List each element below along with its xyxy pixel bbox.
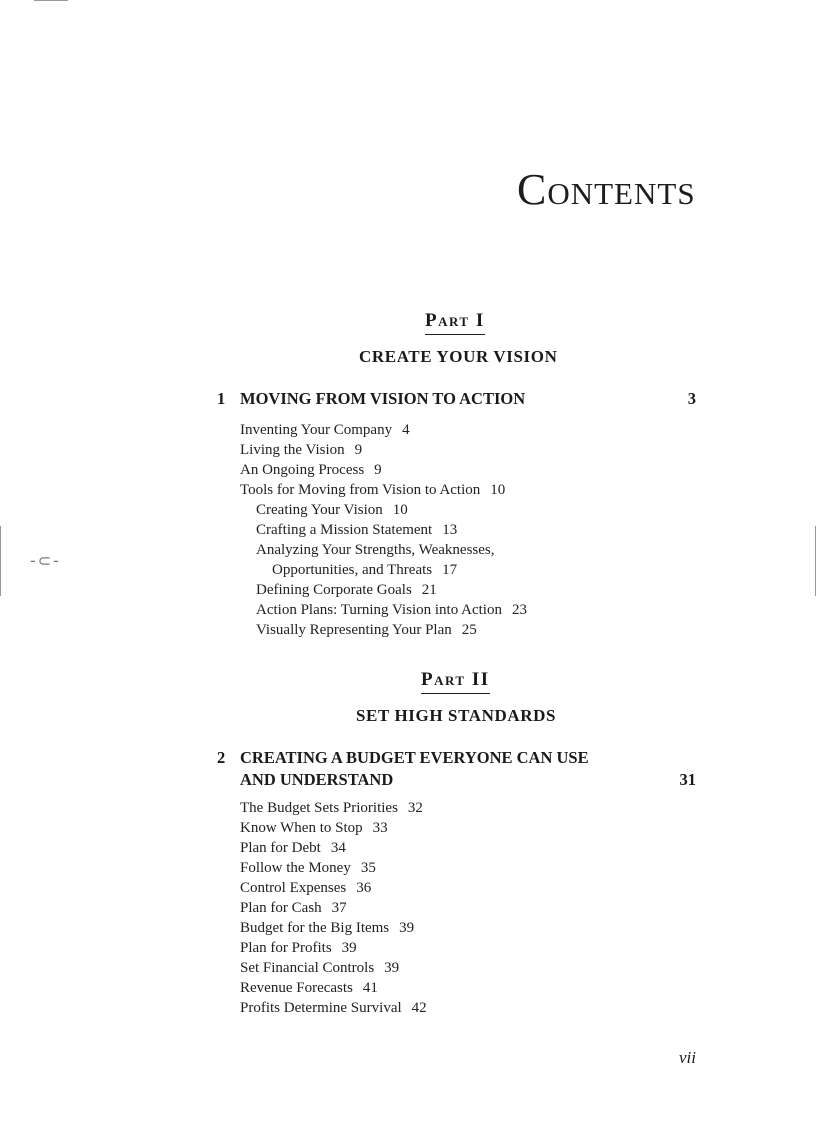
toc-entry-text: Tools for Moving from Vision to Action: [240, 482, 481, 498]
toc-entry-page: 4: [402, 422, 410, 438]
part-1-label: Part I: [425, 311, 485, 335]
toc-entry: [240, 998, 680, 1018]
toc-entry-text: Living the Vision: [240, 442, 345, 458]
chapter-2-title: [240, 747, 680, 792]
toc-entry-text: Follow the Money: [240, 860, 351, 876]
chapter-1-title: [240, 388, 680, 410]
toc-entry-page: 9: [374, 462, 382, 478]
toc-entry-page: 9: [354, 442, 363, 458]
toc-entry: [240, 420, 680, 440]
toc-entry: [240, 938, 680, 958]
toc-entry-page: 39: [384, 960, 400, 976]
toc-entry-text: Opportunities, and Threats: [272, 562, 433, 578]
chapter-2-number: 2: [217, 748, 226, 767]
toc-entry-text: Defining Corporate Goals: [256, 582, 412, 598]
toc-entry: [240, 898, 680, 918]
toc-entry: [240, 878, 680, 898]
toc-entry-text: Plan for Profits: [240, 940, 332, 956]
toc-entry-page: 33: [372, 820, 388, 836]
toc-entry-page: 25: [461, 622, 477, 638]
toc-entry-page: 37: [331, 900, 347, 916]
toc-entry-text: Know When to Stop: [240, 820, 363, 836]
chapter-1-number: 1: [217, 389, 226, 408]
crop-mark-top: [34, 0, 68, 1]
toc-entry-page: 17: [442, 562, 458, 578]
toc-subentry: [240, 580, 680, 600]
part-2-label: Part II: [421, 670, 490, 694]
toc-entry-page: 39: [341, 940, 357, 956]
page-title: Contents: [517, 165, 696, 214]
toc-entry-page: 36: [356, 880, 372, 896]
toc-entry: [240, 838, 680, 858]
toc-entry: [240, 818, 680, 838]
toc-entry-text: Creating Your Vision: [256, 502, 383, 518]
toc-entry-page: 23: [511, 602, 527, 618]
toc-entry-page: 39: [399, 920, 415, 936]
toc-subentry: [240, 500, 680, 520]
toc-entry-page: 34: [330, 840, 346, 856]
chapter-1-entries: [240, 420, 680, 640]
part-2-title: SET HIGH STANDARDS: [356, 706, 557, 725]
toc-entry-text: Action Plans: Turning Vision into Action: [256, 602, 502, 618]
toc-entry-page: 42: [411, 1000, 427, 1016]
registration-mark: -⊂-: [30, 551, 61, 570]
toc-entry-text: Visually Representing Your Plan: [256, 622, 452, 638]
toc-entry-page: 10: [392, 502, 408, 518]
toc-entry-page: 13: [442, 522, 458, 538]
toc-entry-page: 21: [421, 582, 437, 598]
toc-entry-text: Revenue Forecasts: [240, 980, 353, 996]
toc-entry-text: Control Expenses: [240, 880, 347, 896]
toc-entry: [240, 480, 680, 500]
toc-subentry: [240, 600, 680, 620]
part-1-title: CREATE YOUR VISION: [359, 347, 558, 366]
toc-entry-page: 35: [360, 860, 376, 876]
toc-subentry-continuation: [240, 560, 680, 580]
chapter-2-title-line: CREATING A BUDGET EVERYONE CAN USE: [240, 748, 589, 767]
toc-entry: [240, 440, 680, 460]
toc-entry: [240, 918, 680, 938]
toc-entry: [240, 958, 680, 978]
toc-entry-text: Inventing Your Company: [240, 422, 393, 438]
toc-entry: [240, 858, 680, 878]
toc-entry: [240, 798, 680, 818]
toc-subentry: [240, 540, 680, 560]
toc-subentry: [240, 520, 680, 540]
chapter-2-page: 31: [679, 770, 696, 789]
toc-entry: [240, 978, 680, 998]
chapter-1-title-line: MOVING FROM VISION TO ACTION: [240, 389, 526, 408]
toc-entry-page: 41: [362, 980, 378, 996]
page-folio: vii: [679, 1048, 696, 1067]
toc-entry-page: 32: [407, 800, 423, 816]
chapter-1-page: 3: [687, 389, 696, 408]
toc-entry-text: Plan for Cash: [240, 900, 322, 916]
toc-entry-text: Plan for Debt: [240, 840, 321, 856]
toc-entry-text: Analyzing Your Strengths, Weaknesses,: [256, 542, 495, 558]
crop-mark-left: [0, 526, 1, 596]
toc-entry-text: Budget for the Big Items: [240, 920, 390, 936]
toc-entry: [240, 460, 680, 480]
chapter-2-title-line: AND UNDERSTAND: [240, 770, 394, 790]
toc-entry-text: The Budget Sets Priorities: [240, 800, 398, 816]
toc-entry-page: 10: [490, 482, 506, 498]
toc-entry-text: Crafting a Mission Statement: [256, 522, 433, 538]
toc-entry-text: An Ongoing Process: [240, 462, 365, 478]
chapter-2-entries: [240, 798, 680, 1018]
toc-entry-text: Profits Determine Survival: [240, 1000, 402, 1016]
toc-subentry: [240, 620, 680, 640]
toc-entry-text: Set Financial Controls: [240, 960, 375, 976]
